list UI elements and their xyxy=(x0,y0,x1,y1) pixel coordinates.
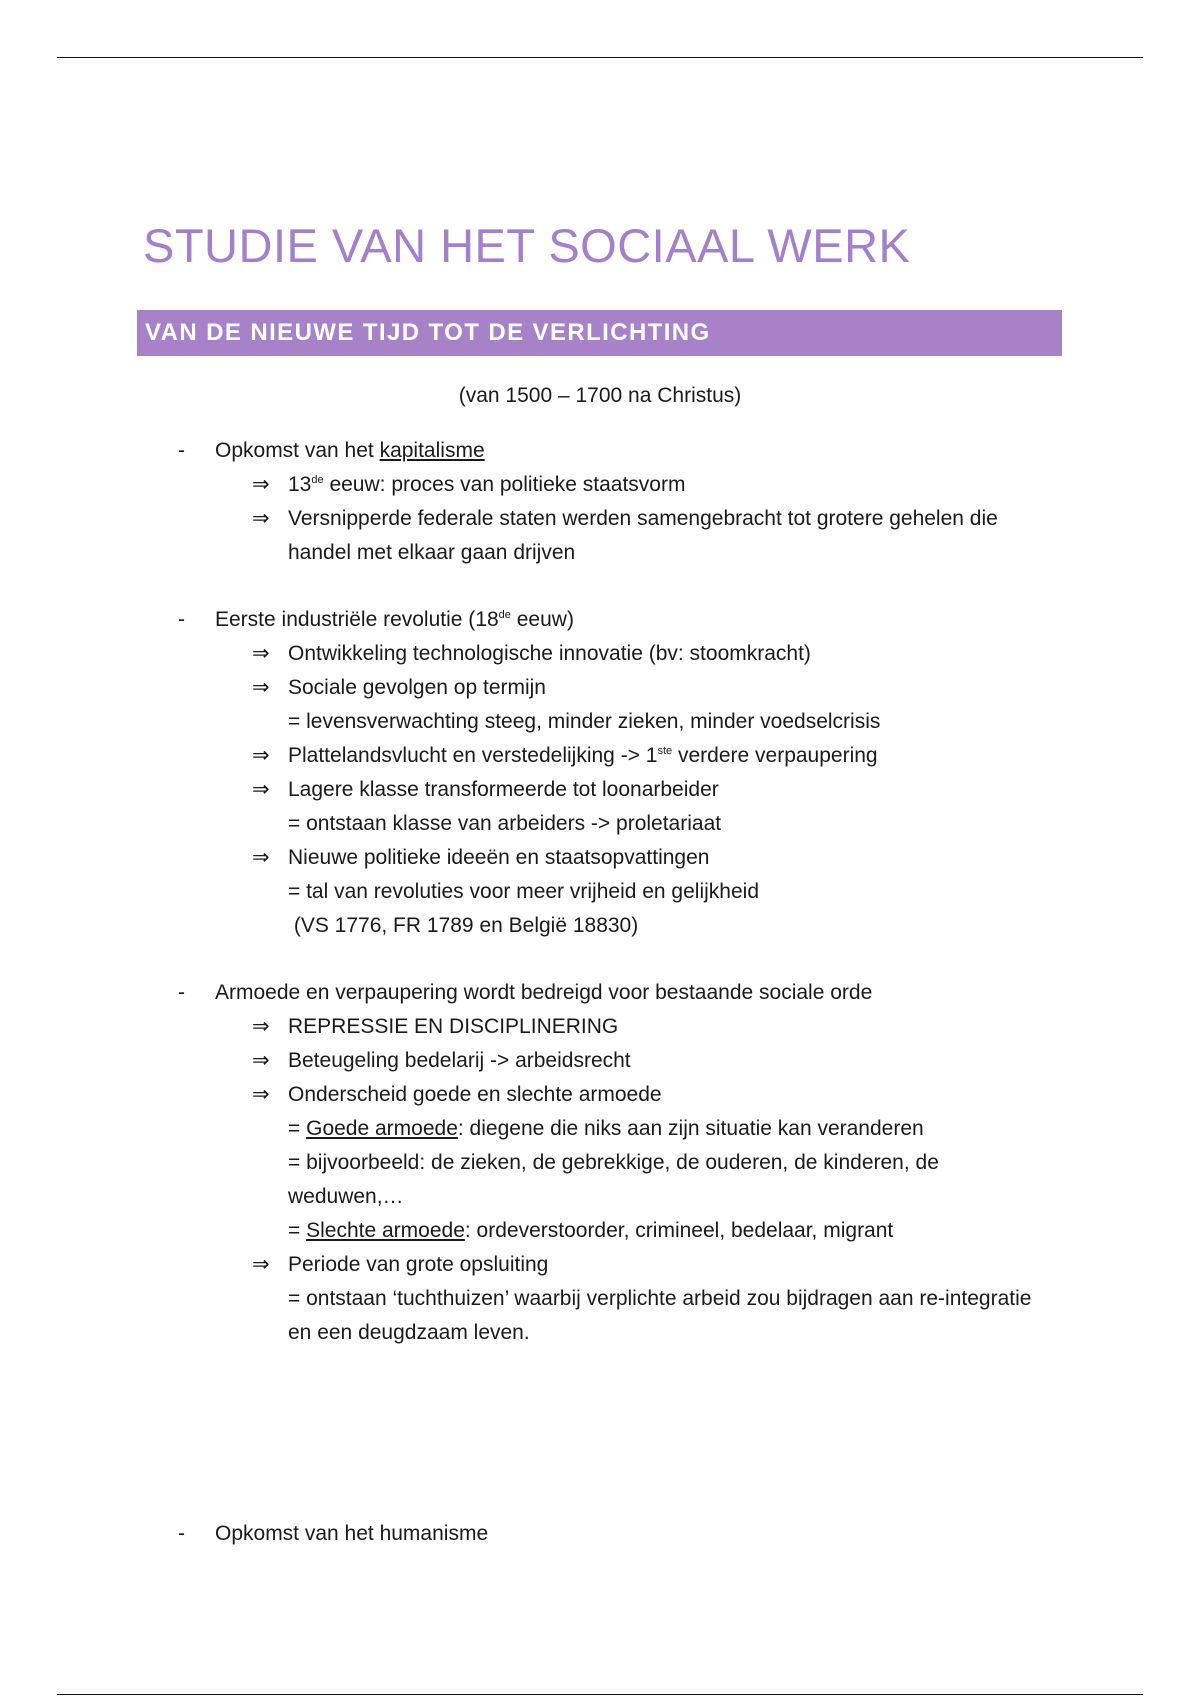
arrow-icon: ⇒ xyxy=(252,1015,270,1038)
sub-item: ⇒ Beteugeling bedelarij -> arbeidsrecht xyxy=(0,1044,1048,1078)
footer-rule xyxy=(57,1694,1143,1695)
underlined-term: Goede armoede xyxy=(306,1117,458,1140)
bullet-label: Armoede en verpaupering wordt bedreigd voor bestaande sociale orde xyxy=(215,981,873,1004)
sub-item: ⇒ Sociale gevolgen op termijn xyxy=(0,671,1048,705)
sub-note: = Goede armoede: diegene die niks aan zijn situatie kan veranderen xyxy=(288,1117,924,1140)
arrow-icon: ⇒ xyxy=(252,1049,270,1072)
period-subtitle: (van 1500 – 1700 na Christus) xyxy=(458,384,742,407)
arrow-icon: ⇒ xyxy=(252,676,270,699)
arrow-icon: ⇒ xyxy=(252,1253,270,1276)
sub-list xyxy=(0,1010,1200,1350)
arrow-icon: ⇒ xyxy=(252,473,270,496)
bullet-dash: - xyxy=(178,608,185,631)
sub-note: (VS 1776, FR 1789 en België 18830) xyxy=(288,914,639,937)
bullet-label: Opkomst van het humanisme xyxy=(215,1522,489,1545)
underlined-term: kapitalisme xyxy=(379,439,485,462)
sub-list xyxy=(0,468,1200,570)
arrow-icon: ⇒ xyxy=(252,642,270,665)
sub-item: ⇒ Nieuwe politieke ideeën en staatsopvattingen xyxy=(0,841,1048,875)
arrow-icon: ⇒ xyxy=(252,778,270,801)
arrow-icon: ⇒ xyxy=(252,1083,270,1106)
sub-list xyxy=(0,637,1200,943)
section-heading: VAN DE NIEUWE TIJD TOT DE VERLICHTING xyxy=(145,319,711,346)
sub-item: ⇒ Onderscheid goede en slechte armoede xyxy=(0,1078,1048,1112)
sub-item: ⇒ Versnipperde federale staten werden samengebracht tot grotere gehelen die handel met elkaar gaan drijven xyxy=(0,502,1048,570)
sub-item: ⇒ Ontwikkeling technologische innovatie (bv: stoomkracht) xyxy=(0,637,1048,671)
sub-note: = levensverwachting steeg, minder zieken, minder voedselcrisis xyxy=(288,710,881,733)
bullet-label: Opkomst van het kapitalisme xyxy=(215,439,485,462)
bullet-dash: - xyxy=(178,1522,185,1545)
underlined-term: Slechte armoede xyxy=(306,1219,465,1242)
sub-note: = bijvoorbeeld: de zieken, de gebrekkige, de ouderen, de kinderen, de weduwen,… xyxy=(288,1151,939,1208)
sub-note: = tal van revoluties voor meer vrijheid en gelijkheid xyxy=(288,880,759,903)
header-rule xyxy=(57,57,1143,58)
bullet-dash: - xyxy=(178,439,185,462)
sub-item: ⇒ Plattelandsvlucht en verstedelijking -> 1ste verdere verpaupering xyxy=(0,739,1048,773)
sub-note: = Slechte armoede: ordeverstoorder, crimineel, bedelaar, migrant xyxy=(288,1219,894,1242)
arrow-icon: ⇒ xyxy=(252,507,270,530)
sub-item: ⇒ 13de eeuw: proces van politieke staatsvorm xyxy=(0,468,1048,502)
sub-item: ⇒ REPRESSIE EN DISCIPLINERING xyxy=(0,1010,1048,1044)
bullet-label: Eerste industriële revolutie (18de eeuw) xyxy=(215,608,574,631)
sub-item: ⇒ Lagere klasse transformeerde tot loonarbeider xyxy=(0,773,1048,807)
bullet-dash: - xyxy=(178,981,185,1004)
sub-item: ⇒ Periode van grote opsluiting xyxy=(0,1248,1048,1282)
arrow-icon: ⇒ xyxy=(252,846,270,869)
section-banner xyxy=(137,310,1062,356)
sub-note: = ontstaan klasse van arbeiders -> proletariaat xyxy=(288,812,722,835)
page-title: STUDIE VAN HET SOCIAAL WERK xyxy=(143,219,911,272)
arrow-icon: ⇒ xyxy=(252,744,270,767)
sub-note: = ontstaan ‘tuchthuizen’ waarbij verplichte arbeid zou bijdragen aan re-integratie en een deugdzaam leven. xyxy=(288,1287,1032,1344)
